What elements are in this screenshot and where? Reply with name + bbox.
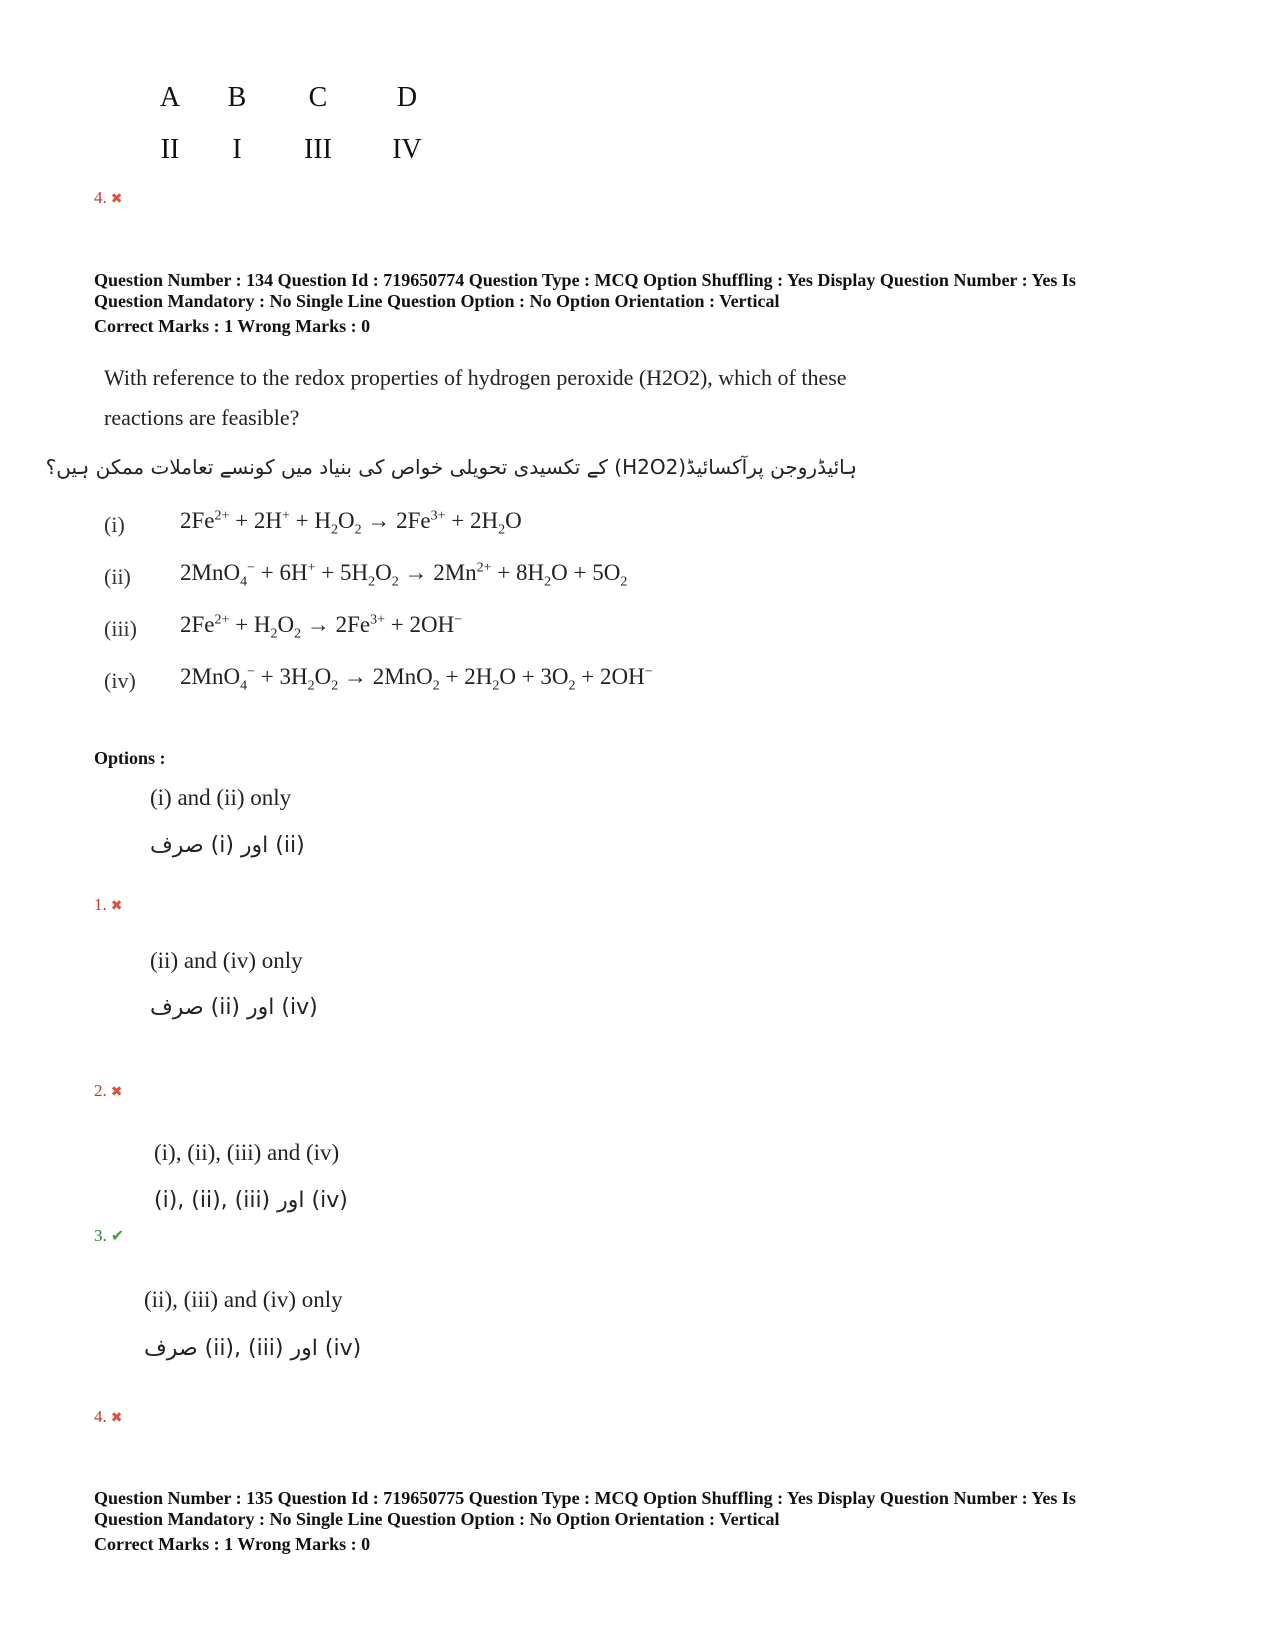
question-135-meta	[94, 1488, 1194, 1555]
option-2-urdu[interactable]: صرف (ii) اور (iv)	[150, 995, 318, 1020]
reaction-iii: $2Fe^{2+} + H_2O_2 \to 2Fe^{3+} + 2OH^-$	[180, 612, 463, 642]
reaction-i: $2Fe^{2+} + 2H^+ + H_2O_2 \to 2Fe^{3+} + 2H_2O$	[180, 508, 522, 538]
question-135-meta-line1: Question Number : 135 Question Id : 719650775 Question Type : MCQ Option Shuffling : Yes Display Question Number : Yes Is	[94, 1488, 1076, 1508]
reaction-label-iii: (iii)	[104, 616, 137, 641]
question-134-marks: Correct Marks : 1 Wrong Marks : 0	[94, 316, 371, 336]
cross-icon: ✖	[110, 898, 123, 914]
option-2-number	[94, 1081, 122, 1101]
question-134-urdu-text: ہائیڈروجن پرآکسائیڈ(H2O2) کے تکسیدی تحویلی خواص کی بنیاد میں کونسے تعاملات ممکن ہیں؟	[45, 455, 857, 479]
cross-icon: ✖	[110, 1084, 123, 1100]
question-134-meta-line2: Question Mandatory : No Single Line Question Option : No Option Orientation : Vertical	[94, 291, 780, 311]
option-1-number	[94, 895, 122, 915]
reaction-label-i: (i)	[104, 512, 125, 537]
option-3-urdu[interactable]: (i), (ii), (iii) اور (iv)	[154, 1188, 348, 1213]
option-4-text[interactable]: (ii), (iii) and (iv) only	[144, 1287, 343, 1312]
match-value-d: IV	[392, 134, 422, 165]
option-2-label: 2.	[94, 1081, 107, 1100]
match-header-d: D	[396, 82, 418, 113]
prev-option-label: 4.	[94, 188, 107, 207]
reaction-label-iv: (iv)	[104, 668, 136, 693]
option-3-number	[94, 1226, 124, 1246]
cross-icon: ✖	[110, 1410, 123, 1426]
options-label: Options :	[94, 748, 166, 768]
option-3-label: 3.	[94, 1226, 107, 1245]
match-value-a: II	[160, 134, 180, 165]
cross-icon: ✖	[110, 191, 123, 207]
question-135-marks: Correct Marks : 1 Wrong Marks : 0	[94, 1534, 371, 1554]
check-icon: ✔	[110, 1226, 125, 1245]
reaction-ii: $2MnO_4^- + 6H^+ + 5H_2O_2 \to 2Mn^{2+} + 8H_2O + 5O_2$	[180, 560, 628, 590]
match-header-b: B	[227, 82, 247, 113]
option-2-text[interactable]: (ii) and (iv) only	[150, 948, 303, 973]
option-3-text[interactable]: (i), (ii), (iii) and (iv)	[154, 1140, 340, 1165]
option-4-label: 4.	[94, 1407, 107, 1426]
reaction-label-ii: (ii)	[104, 564, 131, 589]
option-1-label: 1.	[94, 895, 107, 914]
question-134-text-line1: With reference to the redox properties of hydrogen peroxide (H2O2), which of these	[104, 365, 847, 390]
match-value-c: III	[304, 134, 332, 165]
match-header-c: C	[308, 82, 328, 113]
option-4-number	[94, 1407, 122, 1427]
match-header-a: A	[159, 82, 181, 113]
question-134-meta	[94, 270, 1194, 337]
question-134-text-line2: reactions are feasible?	[104, 405, 300, 430]
question-134-meta-line1: Question Number : 134 Question Id : 719650774 Question Type : MCQ Option Shuffling : Yes Display Question Number : Yes Is	[94, 270, 1076, 290]
option-1-text[interactable]: (i) and (ii) only	[150, 785, 292, 810]
option-4-urdu[interactable]: صرف (ii), (iii) اور (iv)	[144, 1336, 362, 1361]
match-value-b: I	[232, 134, 242, 165]
reaction-iv: $2MnO_4^- + 3H_2O_2 \to 2MnO_2 + 2H_2O + 3O_2 + 2OH^-$	[180, 664, 653, 694]
option-1-urdu[interactable]: صرف (i) اور (ii)	[150, 833, 305, 858]
question-135-meta-line2: Question Mandatory : No Single Line Question Option : No Option Orientation : Vertical	[94, 1509, 780, 1529]
prev-option-number	[94, 188, 122, 208]
